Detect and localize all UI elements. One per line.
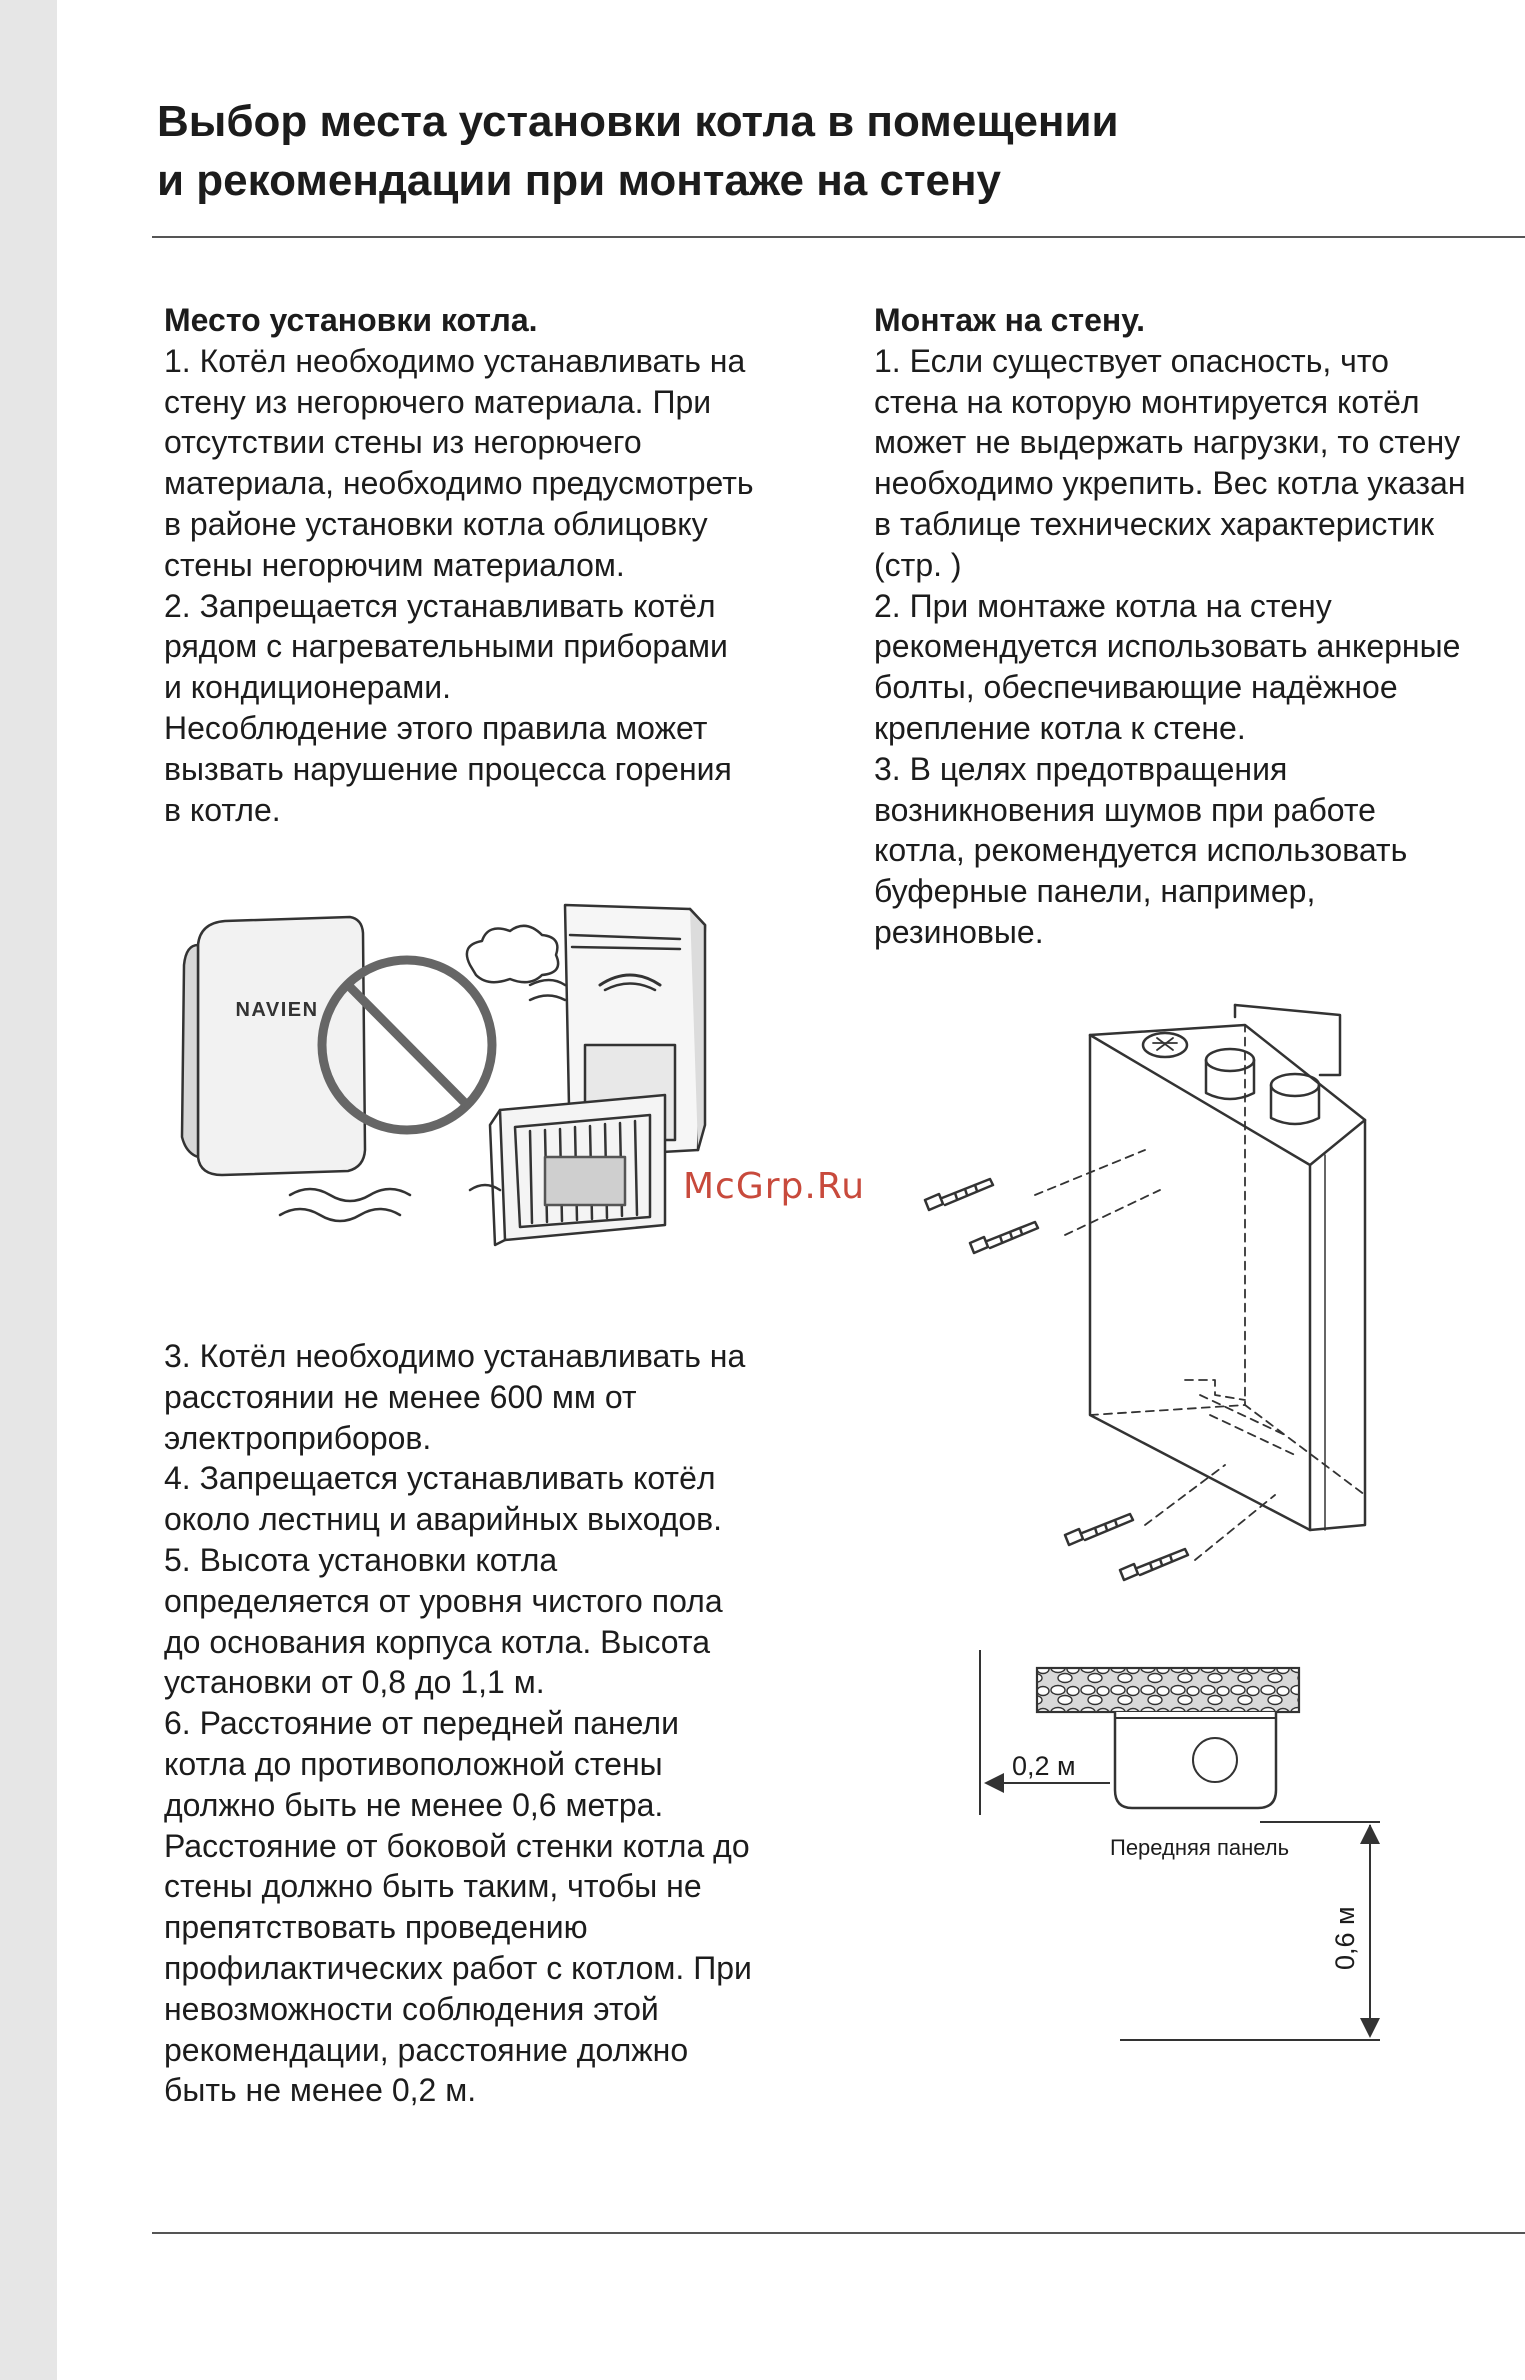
mounting-rule-1: 1. Если существует опасность, что стена на которую монтируется котёл может не выдержать нагрузки, то стену необходимо укрепить. Вес котла указан в таблице технических характеристик (стр. ) bbox=[874, 342, 1466, 583]
title-divider bbox=[152, 236, 1525, 238]
location-rule-2-note: Несоблюдение этого правила может вызвать нарушение процесса горения в котле. bbox=[164, 709, 732, 828]
heater-drawing bbox=[490, 1095, 665, 1245]
heat-waves bbox=[280, 1185, 500, 1221]
boiler-top-view bbox=[1115, 1712, 1276, 1808]
installation-requirements-section bbox=[164, 1336, 754, 2111]
anchor-bolt-1 bbox=[925, 1179, 993, 1210]
clearance-diagram bbox=[960, 1640, 1380, 2050]
front-gap-label: 0,6 м bbox=[1330, 1906, 1360, 1970]
prohibited-placement-illustration bbox=[170, 895, 750, 1270]
page-margin-strip bbox=[0, 0, 57, 2380]
boiler-drawing bbox=[182, 917, 365, 1175]
side-gap-label: 0,2 м bbox=[1012, 1751, 1076, 1781]
location-rule-2: 2. Запрещается устанавливать котёл рядом с нагревательными приборами и кондиционерами. bbox=[164, 587, 728, 706]
anchor-bolt-4 bbox=[1120, 1549, 1188, 1580]
page-title-line-2: и рекомендации при монтаже на стену bbox=[157, 156, 1002, 205]
location-rule-4: 4. Запрещается устанавливать котёл около лестниц и аварийных выходов. bbox=[164, 1460, 723, 1538]
wall-mounting-section bbox=[874, 300, 1474, 953]
anchor-bolt-3 bbox=[1065, 1514, 1133, 1545]
front-panel-label: Передняя панель bbox=[1110, 1835, 1290, 1860]
installation-location-heading: Место установки котла. bbox=[164, 302, 538, 338]
mounting-rule-2: 2. При монтаже котла на стену рекомендуется использовать анкерные болты, обеспечивающие надёжное крепление котла к стене. bbox=[874, 587, 1461, 746]
location-rule-5: 5. Высота установки котла определяется от уровня чистого пола до основания корпуса котла. Высота установки от 0,8 до 1,1 м. bbox=[164, 1541, 723, 1701]
installation-location-section bbox=[164, 300, 754, 830]
anchor-bolt-2 bbox=[970, 1222, 1038, 1253]
mounting-rule-3: 3. В целях предотвращения возникновения шумов при работе котла, рекомендуется использовать буферные панели, например, резиновые. bbox=[874, 750, 1408, 950]
boiler-brand-logo: NAVIEN bbox=[235, 999, 319, 1021]
page-title-line-1: Выбор места установки котла в помещении bbox=[157, 97, 1119, 146]
location-rule-6: 6. Расстояние от передней панели котла до противоположной стены должно быть не менее 0,6 метра. Расстояние от боковой стенки котла до стены должно быть таким, чтобы не препятствовать проведению профилактических работ с котлом. При невозможности соблюдения этой рекомендации, расстояние должно быть не менее 0,2 м. bbox=[164, 1705, 752, 2109]
footer-divider bbox=[152, 2232, 1525, 2234]
page-title bbox=[157, 92, 1457, 210]
location-rule-1: 1. Котёл необходимо устанавливать на стену из негорючего материала. При отсутствии стены из негорючего материала, необходимо предусмотреть в районе установки котла облицовку стены негорючим материалом. bbox=[164, 342, 754, 583]
watermark-text: McGrp.Ru bbox=[683, 1166, 866, 1207]
location-rule-3: 3. Котёл необходимо устанавливать на расстоянии не менее 600 мм от электроприборов. bbox=[164, 1338, 746, 1456]
wall-mounting-heading: Монтаж на стену. bbox=[874, 302, 1146, 338]
smoke-cloud bbox=[467, 926, 558, 982]
boiler-body bbox=[1090, 1025, 1365, 1530]
wall-mounting-illustration bbox=[915, 995, 1375, 1585]
back-wall bbox=[1037, 1668, 1299, 1712]
